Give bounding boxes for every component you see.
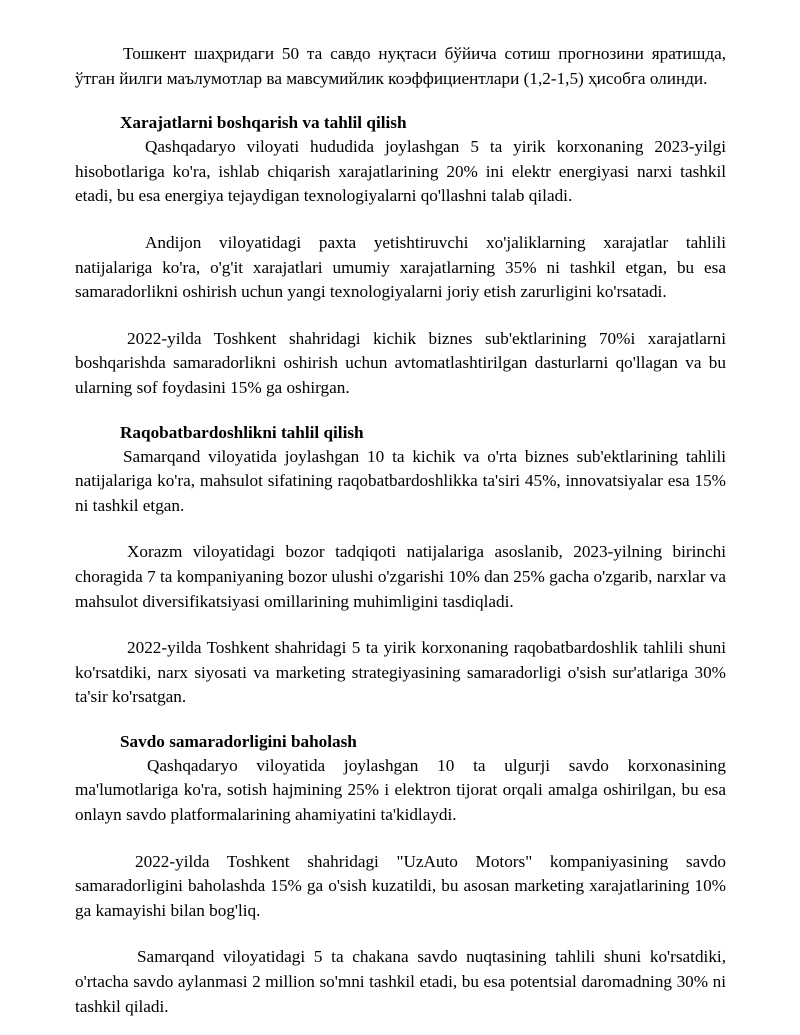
section-costs-paragraph-1: Qashqadaryo viloyati hududida joylashgan 5 ta yirik korxonaning 2023-yilgi hisobotlariga ko'ra, ishlab chiqarish xarajatlarining 20% ini elektr energiyasi narxi tashkil etadi, bu esa energiya tejaydigan texnologiyalarni qo'llashni talab qiladi. [75, 137, 726, 206]
section-heading-costs: Xarajatlarni boshqarish va tahlil qilish [120, 113, 407, 133]
section-competitiveness-paragraph-2: Xorazm viloyatidagi bozor tadqiqoti natijalariga asoslanib, 2023-yilning birinchi choragida 7 ta kompaniyaning bozor ulushi o'zgarishi 10% dan 25% gacha o'zgarib, narxlar va mahsulot diversifikatsiyasi omillarining muhimligini tasdiqladi. [75, 542, 726, 611]
section-heading-competitiveness: Raqobatbardoshlikni tahlil qilish [120, 422, 364, 442]
section-costs-paragraph-3: 2022-yilda Toshkent shahridagi kichik biznes sub'ektlarining 70%i xarajatlarni boshqarishda samaradorlikni oshirish uchun avtomatlashtirilgan dasturlarni qo'llagan va bu ularning sof foydasini 15% ga oshirgan. [75, 328, 726, 397]
section-competitiveness-paragraph-3: 2022-yilda Toshkent shahridagi 5 ta yirik korxonaning raqobatbardoshlik tahlili shuni ko'rsatdiki, narx siyosati va marketing strategiyasining samaradorligi o'sish sur'atlariga 30% ta'sir ko'rsatgan. [75, 638, 726, 707]
section-sales-paragraph-2: 2022-yilda Toshkent shahridagi "UzAuto Motors" kompaniyasining savdo samaradorligini baholashda 15% ga o'sish kuzatildi, bu asosan marketing xarajatlarining 10% ga kamayishi bilan bog'liq. [75, 851, 726, 920]
intro-paragraph: Тошкент шаҳридаги 50 та савдо нуқтаси бўйича сотиш прогнозини яратишда, ўтган йилги маълумотлар ва мавсумийлик коэффициентлари (1,2-1,5) ҳисобга олинди. [75, 44, 726, 88]
section-costs-paragraph-2: Andijon viloyatidagi paxta yetishtiruvchi xo'jaliklarning xarajatlar tahlili natijalariga ko'ra, o'g'it xarajatlari umumiy xarajatlarning 35% ni tashkil etgan, bu esa samaradorlikni oshirish uchun yangi texnologiyalarni joriy etish zarurligini ko'rsatadi. [75, 232, 726, 302]
section-competitiveness-paragraph-1: Samarqand viloyatida joylashgan 10 ta kichik va o'rta biznes sub'ektlarining tahlili natijalariga ko'ra, mahsulot sifatining raqobatbardoshlikka ta'siri 45%, innovatsiyalar esa 15% ni tashkil etgan. [75, 446, 726, 515]
section-sales-paragraph-1: Qashqadaryo viloyatida joylashgan 10 ta ulgurji savdo korxonasining ma'lumotlariga ko'ra, sotish hajmining 25% i elektron tijorat orqali amalga oshirilgan, bu esa onlayn savdo platformalarining ahamiyatini ta'kidlaydi. [75, 755, 726, 825]
section-sales-paragraph-3: Samarqand viloyatidagi 5 ta chakana savdo nuqtasining tahlili shuni ko'rsatdiki, o'rtacha savdo aylanmasi 2 million so'mni tashkil etadi, bu esa potentsial daromadning 30% ni tashkil qiladi. [75, 947, 726, 1016]
section-heading-sales: Savdo samaradorligini baholash [120, 731, 357, 751]
document-page [75, 42, 726, 1019]
